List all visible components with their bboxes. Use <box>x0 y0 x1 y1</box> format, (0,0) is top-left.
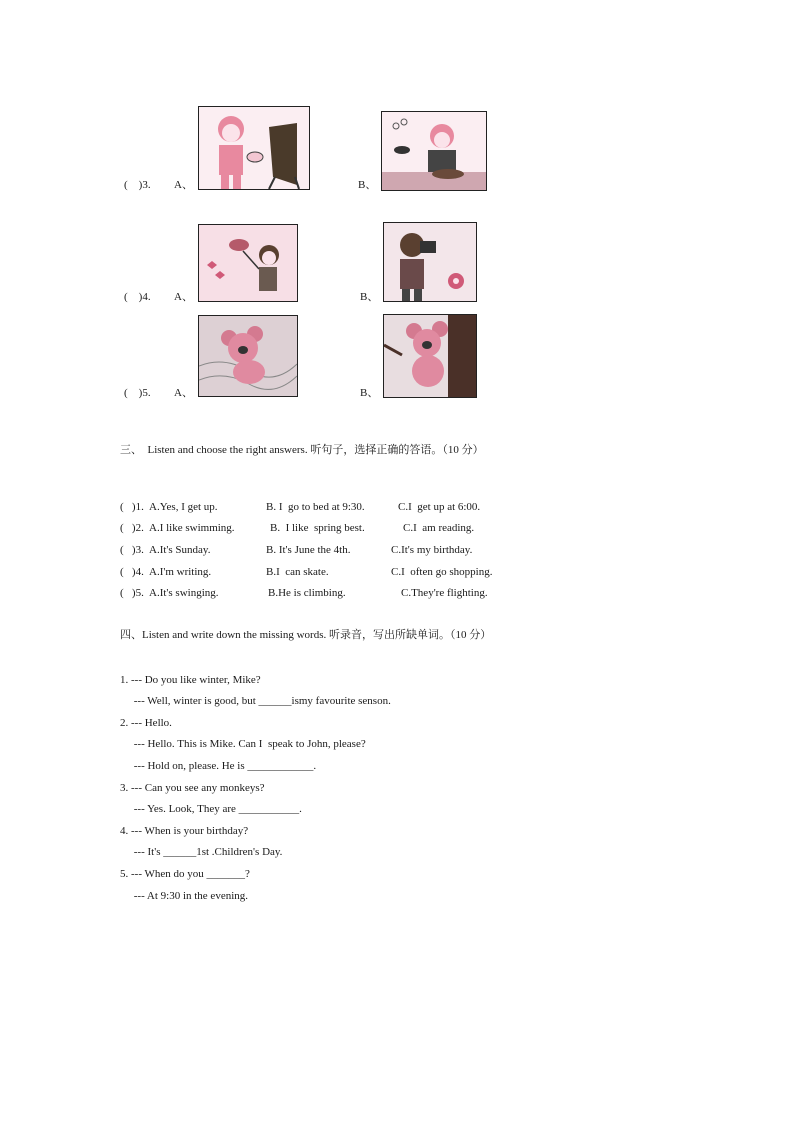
koala-climbing-picture <box>383 314 477 398</box>
option-b-label: B、 <box>360 387 379 399</box>
option-c: C.They're flighting. <box>401 587 488 599</box>
option-c: C.It's my birthday. <box>391 544 473 556</box>
dialogue-line: 1. --- Do you like winter, Mike? <box>120 674 261 686</box>
option-b: B.He is climbing. <box>268 587 346 599</box>
option-a: A.I like swimming. <box>149 522 235 534</box>
question-number: ( )5. <box>124 387 151 399</box>
question-number: ( )4. <box>120 566 144 578</box>
girl-cooking-picture <box>381 111 487 191</box>
girl-painting-picture <box>198 106 310 190</box>
dialogue-line: --- It's ______1st .Children's Day. <box>120 846 283 858</box>
question-number: ( )5. <box>120 587 144 599</box>
option-b: B. It's June the 4th. <box>266 544 351 556</box>
option-a: A.I'm writing. <box>149 566 212 578</box>
question-number: ( )3. <box>124 179 151 191</box>
dialogue-line: --- Hello. This is Mike. Can I speak to John, please? <box>120 738 366 750</box>
boy-catching-butterflies-picture <box>198 224 298 302</box>
question-number: ( )1. <box>120 501 144 513</box>
question-number: ( )4. <box>124 291 151 303</box>
option-a: A.Yes, I get up. <box>149 501 218 513</box>
question-number: ( )3. <box>120 544 144 556</box>
dialogue-line: 2. --- Hello. <box>120 717 172 729</box>
option-c: C.I get up at 6:00. <box>398 501 481 513</box>
dialogue-line: --- At 9:30 in the evening. <box>120 890 249 902</box>
dialogue-line: --- Hold on, please. He is ____________. <box>120 760 317 772</box>
option-b-label: B、 <box>360 291 379 303</box>
option-a-label: A、 <box>174 387 193 399</box>
option-a: A.It's swinging. <box>149 587 219 599</box>
dialogue-line: 5. --- When do you _______? <box>120 868 250 880</box>
girl-taking-photos-picture <box>383 222 477 302</box>
dialogue-line: --- Yes. Look, They are ___________. <box>120 803 302 815</box>
option-a-label: A、 <box>174 291 193 303</box>
option-b-label: B、 <box>358 179 377 191</box>
option-c: C.I am reading. <box>403 522 475 534</box>
koala-swimming-picture <box>198 315 298 397</box>
option-c: C.I often go shopping. <box>391 566 493 578</box>
option-a-label: A、 <box>174 179 193 191</box>
option-a: A.It's Sunday. <box>149 544 211 556</box>
dialogue-line: 4. --- When is your birthday? <box>120 825 249 837</box>
section-4-title: 四、Listen and write down the missing words. 听录音，写出所缺单词。（10 分） <box>120 629 492 641</box>
dialogue-line: --- Well, winter is good, but ______ismy favourite senson. <box>120 695 391 707</box>
option-b: B. I go to bed at 9:30. <box>266 501 365 513</box>
option-b: B. I like spring best. <box>270 522 365 534</box>
question-number: ( )2. <box>120 522 144 534</box>
option-b: B.I can skate. <box>266 566 329 578</box>
section-3-title: 三、 Listen and choose the right answers. 听句子，选择正确的答语。（10 分） <box>120 444 484 456</box>
dialogue-line: 3. --- Can you see any monkeys? <box>120 782 265 794</box>
